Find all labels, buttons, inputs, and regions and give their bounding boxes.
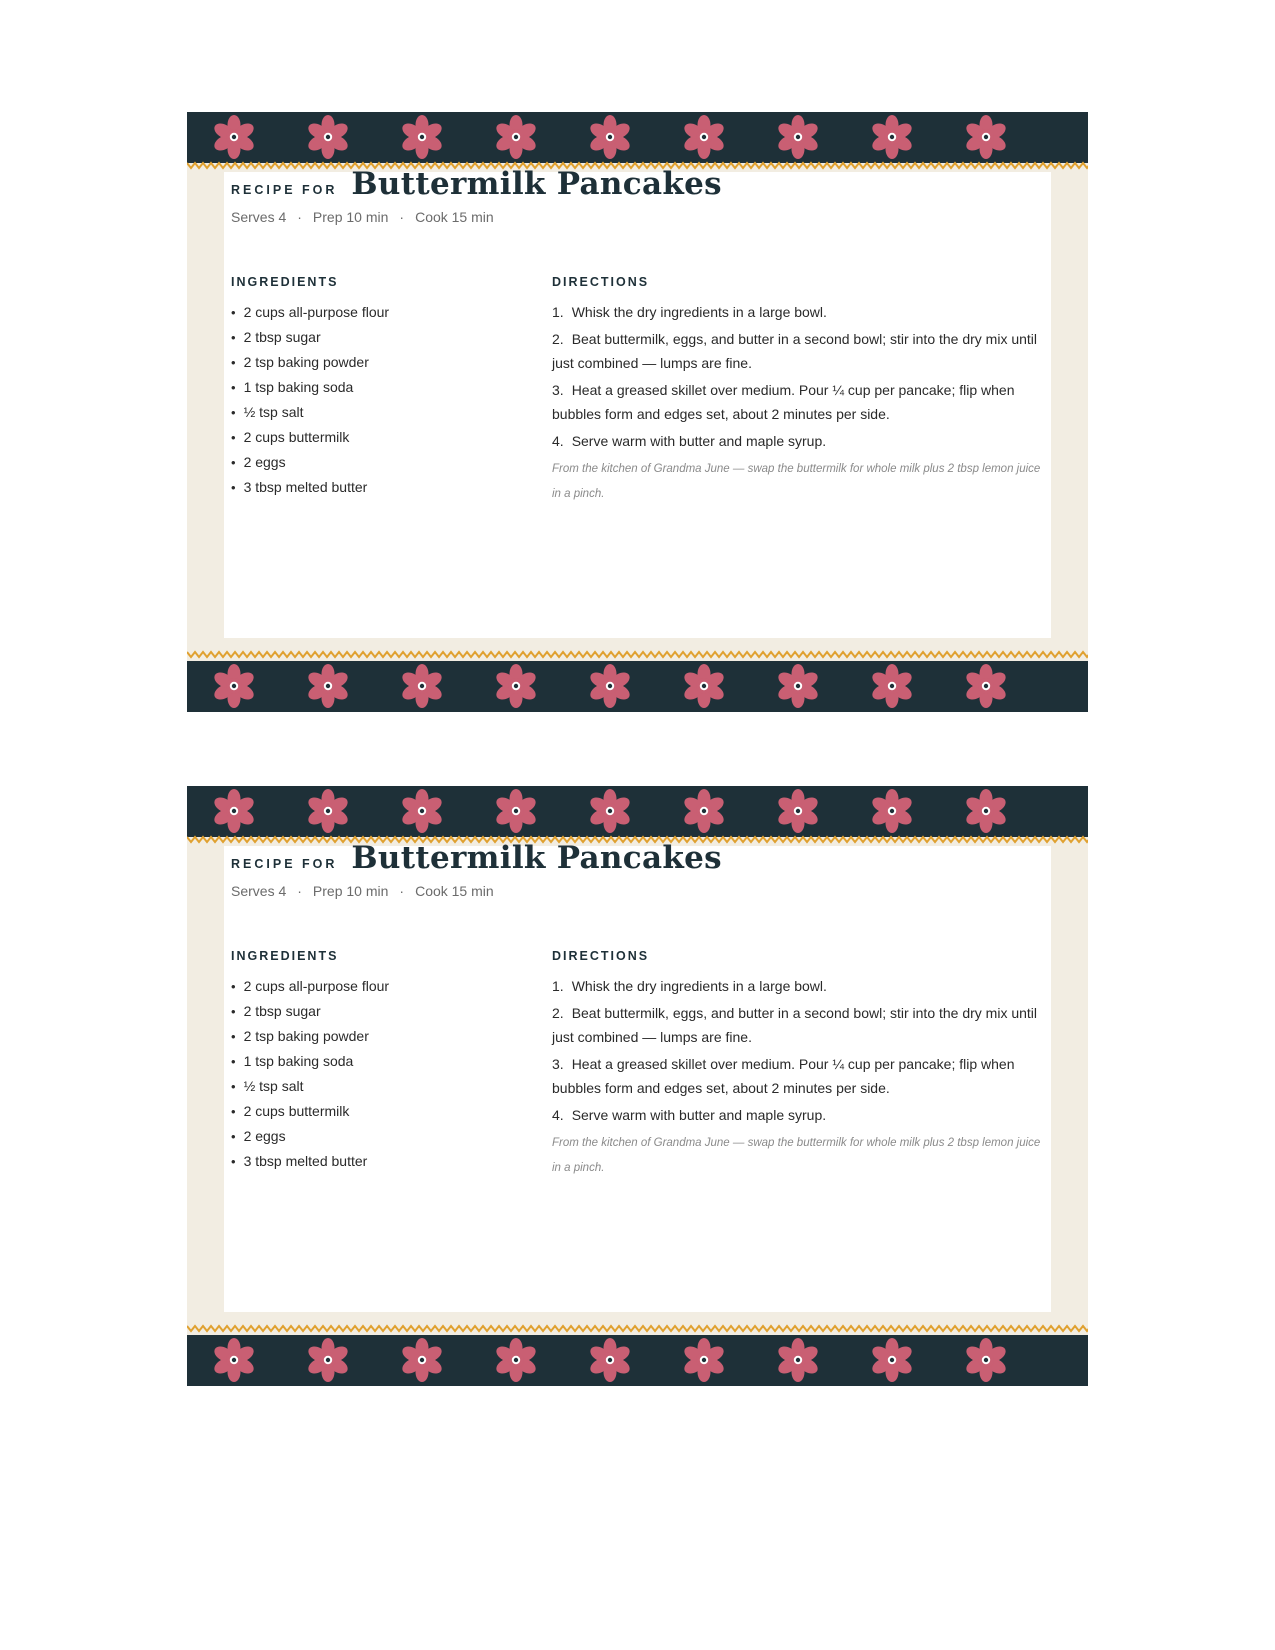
prep-time: Prep 10 min [312,209,389,225]
flower-icon [588,664,633,708]
ingredient-item: • 2 eggs [231,1124,389,1149]
step-number: 1. [552,304,564,320]
flower-icon [212,664,257,708]
ingredients-list [231,974,389,1174]
step-text: Beat buttermilk, eggs, and butter in a second bowl; stir into the dry mix until just combined — lumps are fine. [552,1005,1038,1045]
ingredient-item: • 2 tsp baking powder [231,1024,389,1049]
recipe-card [187,786,1088,1386]
recipe-card [187,112,1088,712]
direction-step [552,974,1052,998]
flower-icon [588,789,633,833]
ingredient-item: • 2 cups buttermilk [231,1099,389,1124]
flower-icon [306,115,351,159]
flower-icon [400,789,445,833]
flower-icon [964,789,1009,833]
flower-icon [306,1338,351,1382]
step-number: 3. [552,1056,564,1072]
flower-icon [870,789,915,833]
cook-time: Cook 15 min [415,209,494,225]
zigzag-line [187,652,1088,657]
flower-icon [682,1338,727,1382]
flower-icon [494,664,539,708]
ingredient-item: • 3 tbsp melted butter [231,475,389,500]
zigzag-line [187,1326,1088,1331]
flower-icon [776,1338,821,1382]
step-number: 4. [552,433,564,449]
eyebrow-label: RECIPE FOR [231,183,338,197]
ingredient-item: • 2 tbsp sugar [231,325,389,350]
ingredient-item: • 2 cups all-purpose flour [231,974,389,999]
flower-icon [964,664,1009,708]
floral-band-top [187,112,1088,163]
title-row [231,840,722,876]
direction-step [552,1001,1052,1049]
title-row [231,166,722,202]
flower-icon [682,789,727,833]
meta-separator: · [297,209,302,225]
floral-band-top [187,786,1088,837]
step-number: 2. [552,1005,564,1021]
flower-row [187,661,1088,712]
meta-separator: · [297,883,302,899]
flower-icon [776,664,821,708]
flower-icon [964,1338,1009,1382]
kitchen-note: From the kitchen of Grandma June — swap the buttermilk for whole milk plus 2 tbsp lemon juice in a pinch. [552,1137,1041,1174]
ingredients-heading: INGREDIENTS [231,949,339,963]
ingredient-item: • ½ tsp salt [231,400,389,425]
directions-list [552,974,1052,1130]
flower-row [187,786,1088,837]
flower-icon [682,664,727,708]
flower-icon [588,1338,633,1382]
ingredient-item: • 2 cups all-purpose flour [231,300,389,325]
flower-icon [870,115,915,159]
ingredient-item: • 2 tbsp sugar [231,999,389,1024]
step-number: 2. [552,331,564,347]
flower-icon [306,664,351,708]
flower-icon [776,115,821,159]
ingredient-item: • 3 tbsp melted butter [231,1149,389,1174]
flower-icon [212,789,257,833]
flower-icon [964,115,1009,159]
step-text: Serve warm with butter and maple syrup. [571,1107,827,1123]
flower-icon [400,1338,445,1382]
recipe-title: Buttermilk Pancakes [351,840,722,876]
step-text: Whisk the dry ingredients in a large bowl. [571,978,827,994]
flower-icon [400,115,445,159]
zigzag-trim-bottom [187,648,1088,660]
step-text: Beat buttermilk, eggs, and butter in a second bowl; stir into the dry mix until just combined — lumps are fine. [552,331,1038,371]
flower-icon [588,115,633,159]
step-number: 3. [552,382,564,398]
flower-icon [870,664,915,708]
floral-band-bottom [187,661,1088,712]
flower-icon [870,1338,915,1382]
zigzag-trim-bottom [187,1322,1088,1334]
recipe-meta [231,883,494,899]
step-text: Serve warm with butter and maple syrup. [571,433,827,449]
serves-text: Serves 4 [231,883,287,899]
kitchen-note: From the kitchen of Grandma June — swap the buttermilk for whole milk plus 2 tbsp lemon juice in a pinch. [552,463,1041,500]
step-text: Heat a greased skillet over medium. Pour ¼ cup per pancake; flip when bubbles form and edges set, about 2 minutes per side. [552,382,1015,422]
flower-row [187,112,1088,163]
direction-step [552,1103,1052,1127]
direction-step [552,300,1052,324]
directions-list [552,300,1052,456]
direction-step [552,1052,1052,1100]
flower-icon [494,115,539,159]
ingredient-item: • 2 cups buttermilk [231,425,389,450]
ingredients-list [231,300,389,500]
step-number: 1. [552,978,564,994]
eyebrow-label: RECIPE FOR [231,857,338,871]
step-text: Whisk the dry ingredients in a large bowl. [571,304,827,320]
ingredient-item: • 2 eggs [231,450,389,475]
flower-icon [776,789,821,833]
flower-row [187,1335,1088,1386]
flower-icon [400,664,445,708]
direction-step [552,429,1052,453]
step-text: Heat a greased skillet over medium. Pour ¼ cup per pancake; flip when bubbles form and edges set, about 2 minutes per side. [552,1056,1015,1096]
ingredients-heading: INGREDIENTS [231,275,339,289]
flower-icon [494,1338,539,1382]
flower-icon [494,789,539,833]
flower-icon [682,115,727,159]
flower-icon [212,1338,257,1382]
ingredient-item: • 1 tsp baking soda [231,375,389,400]
floral-band-bottom [187,1335,1088,1386]
recipe-title: Buttermilk Pancakes [351,166,722,202]
directions-heading: DIRECTIONS [552,275,650,289]
meta-separator: · [399,883,405,899]
flower-icon [306,789,351,833]
direction-step [552,378,1052,426]
serves-text: Serves 4 [231,209,287,225]
cook-time: Cook 15 min [415,883,494,899]
prep-time: Prep 10 min [312,883,389,899]
step-number: 4. [552,1107,564,1123]
flower-icon [212,115,257,159]
ingredient-item: • ½ tsp salt [231,1074,389,1099]
direction-step [552,327,1052,375]
directions-heading: DIRECTIONS [552,949,650,963]
ingredient-item: • 1 tsp baking soda [231,1049,389,1074]
ingredient-item: • 2 tsp baking powder [231,350,389,375]
meta-separator: · [399,209,405,225]
recipe-meta [231,209,494,225]
